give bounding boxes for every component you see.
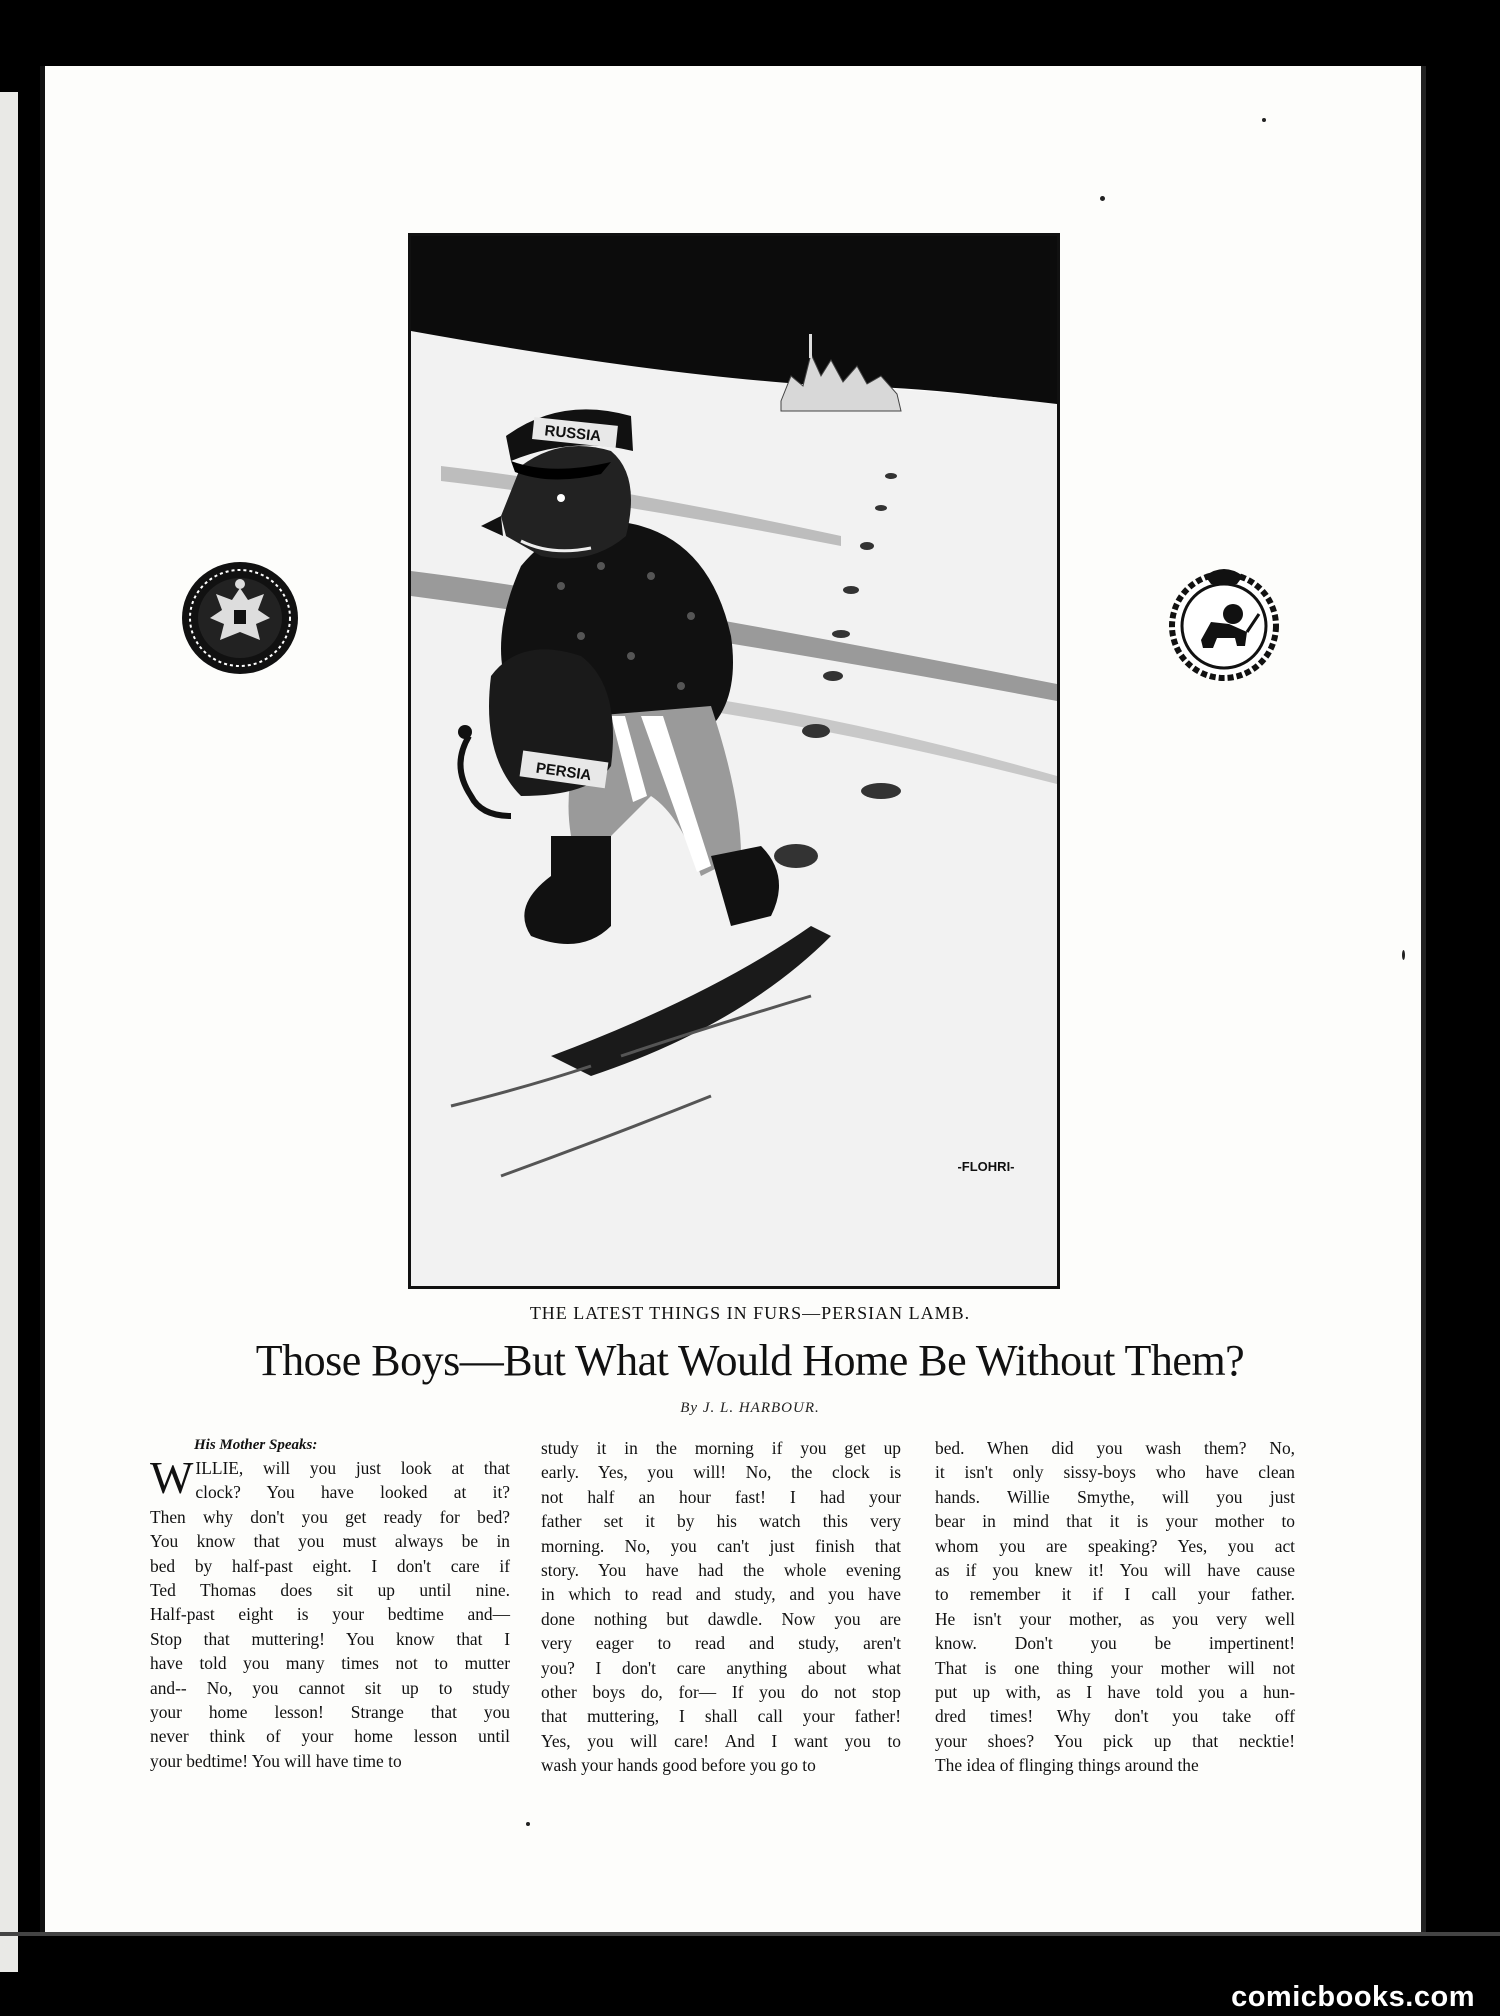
scan-speck: [1262, 118, 1266, 122]
text-line: You know that you must always be in: [150, 1531, 510, 1552]
text-line: He isn't your mother, as you very well: [935, 1608, 1295, 1629]
text-line: as if you knew it! You will have cause: [935, 1560, 1295, 1581]
scan-speck: [1402, 950, 1405, 960]
page-right-edge: [1421, 66, 1426, 1932]
article-column-1: [150, 1434, 510, 1773]
text-line: hands. Willie Smythe, will you just: [935, 1486, 1295, 1507]
text-line: that muttering, I shall call your father!: [541, 1706, 901, 1727]
article-subhead: His Mother Speaks:: [194, 1437, 318, 1453]
text-line: it isn't only sissy-boys who have clean: [935, 1462, 1295, 1483]
text-line: never think of your home lesson until: [150, 1726, 510, 1747]
text-line: story. You have had the whole evening: [541, 1560, 901, 1581]
text-line: early. Yes, you will! No, the clock is: [541, 1462, 901, 1483]
cartoon-illustration: [408, 233, 1060, 1289]
text-line: Stop that muttering! You know that I: [150, 1628, 510, 1649]
text-line: very eager to read and study, aren't: [541, 1633, 901, 1654]
text-line: you? I don't care anything about what: [541, 1657, 901, 1678]
illustration-caption: THE LATEST THINGS IN FURS—PERSIAN LAMB.: [529, 1303, 971, 1323]
text-line: wash your hands good before you go to: [541, 1755, 816, 1776]
text-line: The idea of flinging things around the: [935, 1755, 1199, 1776]
site-watermark: comicbooks.com: [1231, 1981, 1475, 2013]
text-line: morning. No, you can't just finish that: [541, 1535, 901, 1556]
text-line: to remember it if I call your father.: [935, 1584, 1295, 1605]
text-line: not half an hour fast! I had your: [541, 1486, 901, 1507]
scan-speck: [526, 1822, 530, 1826]
text-line: Then why don't you get ready for bed?: [150, 1506, 510, 1527]
text-line: dred times! Why don't you take off: [935, 1706, 1295, 1727]
text-line: clock? You have looked at it?: [195, 1482, 510, 1503]
article-column-3: [935, 1436, 1295, 1778]
text-line: in which to read and study, and you have: [541, 1584, 901, 1605]
text-line: ILLIE, will you just look at that: [195, 1458, 510, 1478]
persian-lion-sun-crest-icon: [1167, 562, 1281, 684]
article-byline: By J. L. HARBOUR.: [680, 1400, 820, 1416]
text-line: Yes, you will care! And I want you to: [541, 1730, 901, 1751]
cap-label: RUSSIA: [543, 422, 602, 446]
scan-speck: [1100, 196, 1105, 201]
text-line: your shoes? You pick up that necktie!: [935, 1730, 1295, 1751]
text-line: done nothing but dawdle. Now you are: [541, 1608, 901, 1629]
text-line: study it in the morning if you get up: [541, 1438, 901, 1458]
text-line: father set it by his watch this very: [541, 1511, 901, 1532]
text-line: know. Don't you be impertinent!: [935, 1633, 1295, 1654]
text-line: bed by half-past eight. I don't care if: [150, 1555, 510, 1576]
text-line: have told you many times not to mutter: [150, 1653, 510, 1674]
page-spine: [40, 66, 45, 1932]
column-2-text: [541, 1436, 901, 1778]
text-line: bed. When did you wash them? No,: [935, 1438, 1295, 1458]
artist-signature: -FLOHRI-: [957, 1159, 1015, 1174]
column-1-text: [150, 1452, 510, 1773]
text-line: Half-past eight is your bedtime and—: [150, 1604, 510, 1625]
article-column-2: [541, 1436, 901, 1778]
text-line: whom you are speaking? Yes, you act: [935, 1535, 1295, 1556]
article-title: Those Boys—But What Would Home Be Without Them?: [255, 1336, 1245, 1385]
page-bottom-edge: [0, 1932, 1500, 1936]
text-line: Ted Thomas does sit up until nine.: [150, 1580, 510, 1601]
text-line: and-- No, you cannot sit up to study: [150, 1677, 510, 1698]
column-3-text: [935, 1436, 1295, 1778]
russian-eagle-seal-icon: [180, 560, 300, 676]
text-line: bear in mind that it is your mother to: [935, 1511, 1295, 1532]
text-line: That is one thing your mother will not: [935, 1657, 1295, 1678]
text-line: put up with, as I have told you a hun-: [935, 1682, 1295, 1703]
bag-label: PERSIA: [534, 759, 593, 785]
text-line: other boys do, for— If you do not stop: [541, 1682, 901, 1703]
text-line: your home lesson! Strange that you: [150, 1702, 510, 1723]
drop-cap: W: [150, 1452, 194, 1503]
scan-left-edge: [0, 92, 18, 1972]
text-line: your bedtime! You will have time to: [150, 1750, 402, 1771]
